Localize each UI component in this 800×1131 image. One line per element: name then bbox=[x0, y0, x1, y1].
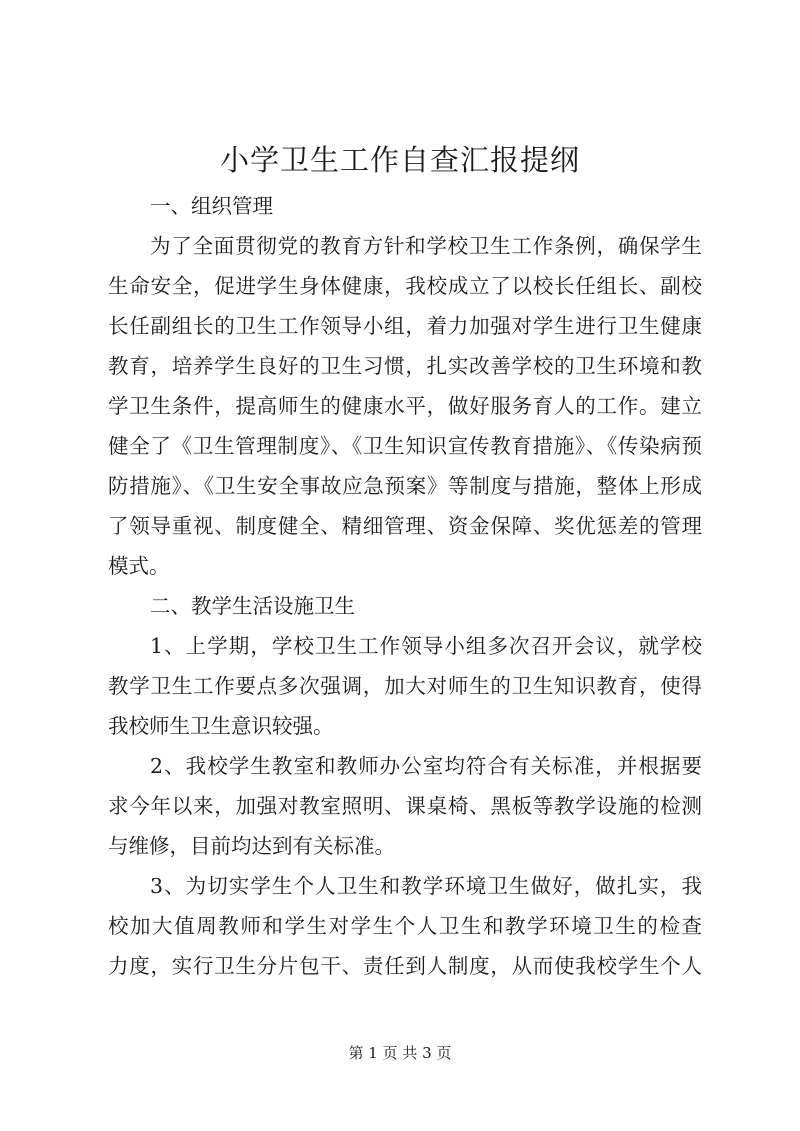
document-body bbox=[108, 186, 702, 986]
document-title: 小学卫生工作自查汇报提纲 bbox=[219, 143, 580, 177]
body-line: 与维修，目前均达到有关标准。 bbox=[108, 834, 395, 858]
body-line: 健全了《卫生管理制度》、《卫生知识宣传教育措施》、《传染病预 bbox=[108, 434, 702, 458]
page-footer: 第 1 页 共 3 页 bbox=[348, 1044, 452, 1062]
body-line: 3、为切实学生个人卫生和教学环境卫生做好，做扎实，我 bbox=[150, 874, 702, 898]
body-line: 生命安全，促进学生身体健康，我校成立了以校长任组长、副校 bbox=[108, 274, 702, 298]
body-line: 教学卫生工作要点多次强调，加大对师生的卫生知识教育，使得 bbox=[108, 674, 702, 698]
body-line: 防措施》、《卫生安全事故应急预案》等制度与措施，整体上形成 bbox=[108, 474, 702, 498]
body-line: 求今年以来，加强对教室照明、课桌椅、黑板等教学设施的检测 bbox=[108, 794, 702, 818]
body-line: 1、上学期，学校卫生工作领导小组多次召开会议，就学校 bbox=[150, 634, 702, 658]
body-line: 学卫生条件，提高师生的健康水平，做好服务育人的工作。建立 bbox=[108, 394, 702, 418]
body-line: 2、我校学生教室和教师办公室均符合有关标准，并根据要 bbox=[150, 754, 702, 778]
body-line: 模式。 bbox=[108, 554, 170, 578]
body-line: 一、组织管理 bbox=[150, 194, 273, 218]
body-line: 我校师生卫生意识较强。 bbox=[108, 714, 334, 738]
body-line: 长任副组长的卫生工作领导小组，着力加强对学生进行卫生健康 bbox=[108, 314, 702, 338]
body-line: 二、教学生活设施卫生 bbox=[150, 594, 355, 618]
body-line: 教育，培养学生良好的卫生习惯，扎实改善学校的卫生环境和教 bbox=[108, 354, 702, 378]
body-line: 力度，实行卫生分片包干、责任到人制度，从而使我校学生个人 bbox=[108, 954, 702, 978]
body-line: 为了全面贯彻党的教育方针和学校卫生工作条例，确保学生 bbox=[150, 234, 702, 258]
body-line: 了领导重视、制度健全、精细管理、资金保障、奖优惩差的管理 bbox=[108, 514, 702, 538]
body-line: 校加大值周教师和学生对学生个人卫生和教学环境卫生的检查 bbox=[108, 914, 702, 938]
